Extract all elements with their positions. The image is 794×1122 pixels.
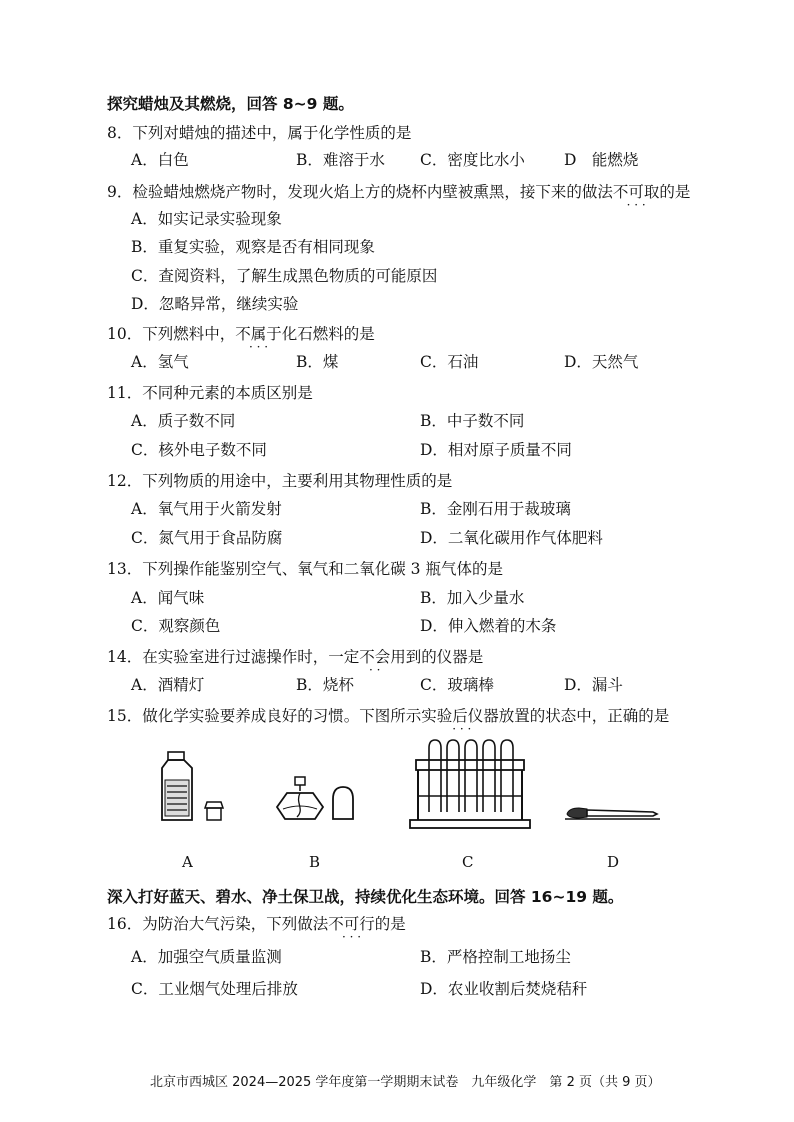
- page-footer: 北京市西城区 2024—2025 学年度第一学期期末试卷 九年级化学 第 2 页（共 9 页）: [150, 1075, 661, 1090]
- question-10-stem: [107, 322, 375, 344]
- q13-option-b: B．加入少量水: [420, 589, 525, 607]
- q8-option-b: B．难溶于水: [296, 151, 385, 169]
- q8-option-d: D 能燃烧: [564, 151, 639, 169]
- figure-b-alcohol-lamp: [275, 775, 365, 825]
- figure-b-label: B: [309, 853, 321, 871]
- question-14-stem: [107, 645, 483, 667]
- q9-stem-pre: 9．检验蜡烛燃烧产物时，发现火焰上方的烧杯内壁被熏黑，接下来的做法: [107, 183, 613, 201]
- question-9-stem: [107, 180, 690, 202]
- figure-d-label: D: [607, 853, 620, 871]
- q16-option-a: A．加强空气质量监测: [131, 948, 282, 966]
- q16-stem-emphasis: 不可行 · · ·: [328, 912, 375, 934]
- q16-option-b: B．严格控制工地扬尘: [420, 948, 571, 966]
- q16-stem-post: 的是: [374, 915, 406, 933]
- q14-option-b: B．烧杯: [296, 676, 354, 694]
- q12-option-a: A．氧气用于火箭发射: [131, 500, 282, 518]
- q10-stem-post: 化石燃料的是: [281, 325, 375, 343]
- q14-stem-emphasis: 不会 · ·: [359, 645, 390, 667]
- q16-stem-pre: 16．为防治大气污染，下列做法: [107, 915, 329, 933]
- q10-option-a: A．氢气: [131, 353, 189, 371]
- question-16-stem: [107, 912, 406, 934]
- q13-option-a: A．闻气味: [131, 589, 205, 607]
- q15-stem-emphasis: 后 · · ·: [452, 704, 468, 726]
- q14-stem-post: 用到的仪器是: [390, 648, 484, 666]
- q14-option-a: A．酒精灯: [131, 676, 205, 694]
- question-13-stem: 13．下列操作能鉴别空气、氧气和二氧化碳 3 瓶气体的是: [107, 560, 503, 578]
- question-15-stem: [107, 704, 669, 726]
- q9-option-a: A．如实记录实验现象: [131, 210, 282, 228]
- q10-option-c: C．石油: [420, 353, 479, 371]
- q9-stem-emphasis: 不可取 · · ·: [613, 180, 660, 202]
- q8-option-a: A．白色: [131, 151, 189, 169]
- q10-option-d: D．天然气: [564, 353, 639, 371]
- q13-option-c: C．观察颜色: [131, 617, 221, 635]
- q11-option-b: B．中子数不同: [420, 412, 525, 430]
- figure-a-reagent-bottle: [150, 750, 240, 825]
- question-12-stem: 12．下列物质的用途中，主要利用其物理性质的是: [107, 472, 453, 490]
- question-8-stem: 8．下列对蜡烛的描述中，属于化学性质的是: [107, 124, 412, 142]
- q14-stem-pre: 14．在实验室进行过滤操作时，一定: [107, 648, 360, 666]
- q10-option-b: B．煤: [296, 353, 339, 371]
- q16-option-c: C．工业烟气处理后排放: [131, 980, 298, 998]
- figure-c-label: C: [462, 853, 474, 871]
- q11-option-a: A．质子数不同: [131, 412, 236, 430]
- q10-stem-pre: 10．下列燃料中，: [107, 325, 236, 343]
- q15-stem-post: 仪器放置的状态中，正确的是: [467, 707, 670, 725]
- question-11-stem: 11．不同种元素的本质区别是: [107, 384, 313, 402]
- q11-option-d: D．相对原子质量不同: [420, 441, 572, 459]
- q9-option-c: C．查阅资料，了解生成黑色物质的可能原因: [131, 267, 438, 285]
- q8-option-c: C．密度比水小: [420, 151, 525, 169]
- q10-stem-emphasis: 不属于 · · ·: [235, 322, 282, 344]
- q12-option-c: C．氮气用于食品防腐: [131, 529, 283, 547]
- q14-option-c: C．玻璃棒: [420, 676, 494, 694]
- q12-option-b: B．金刚石用于裁玻璃: [420, 500, 571, 518]
- section-intro-environment: 深入打好蓝天、碧水、净土保卫战，持续优化生态环境。回答 16~19 题。: [107, 888, 624, 906]
- q9-option-d: D．忽略异常，继续实验: [131, 295, 299, 313]
- q15-stem-pre: 15．做化学实验要养成良好的习惯。下图所示实验: [107, 707, 453, 725]
- figure-c-test-tube-rack: [410, 738, 530, 833]
- q13-option-d: D．伸入燃着的木条: [420, 617, 557, 635]
- figure-d-dropper: [565, 800, 660, 825]
- q16-option-d: D．农业收割后焚烧秸秆: [420, 980, 588, 998]
- q12-option-d: D．二氧化碳用作气体肥料: [420, 529, 603, 547]
- q9-stem-post: 的是: [659, 183, 691, 201]
- section-intro-candle: 探究蜡烛及其燃烧，回答 8~9 题。: [107, 95, 354, 113]
- q11-option-c: C．核外电子数不同: [131, 441, 267, 459]
- q14-option-d: D．漏斗: [564, 676, 623, 694]
- figure-a-label: A: [182, 853, 193, 871]
- q9-option-b: B．重复实验，观察是否有相同现象: [131, 238, 375, 256]
